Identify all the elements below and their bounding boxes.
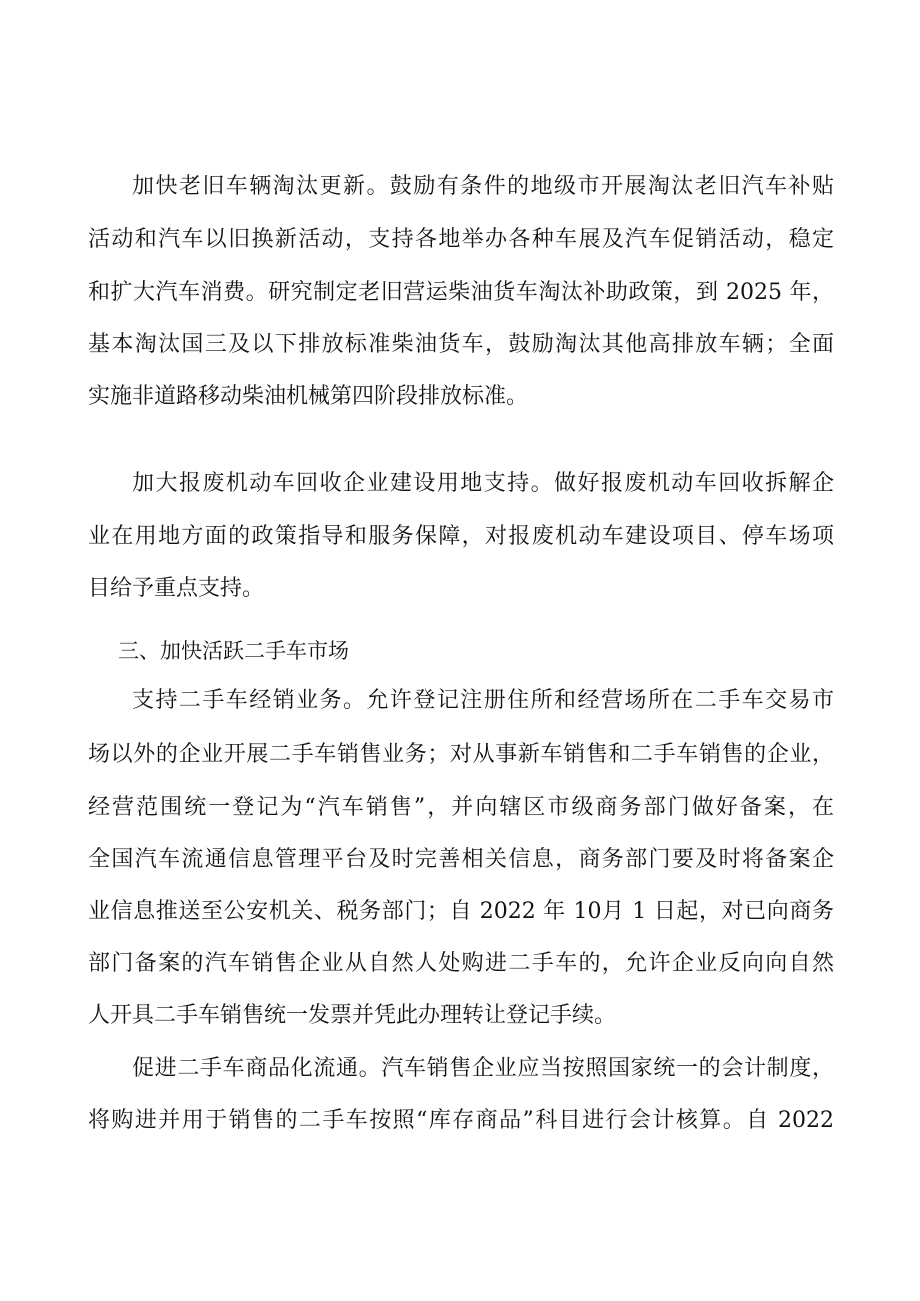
text-line: 场以外的企业开展二手车销售业务；对从事新车销售和二手车销售的企业， bbox=[88, 742, 834, 767]
text-line: 促进二手车商品化流通。汽车销售企业应当按照国家统一的会计制度， bbox=[132, 1056, 834, 1081]
text-line: 部门备案的汽车销售企业从自然人处购进二手车的，允许企业反向向自然 bbox=[88, 951, 834, 976]
text-line: 和扩大汽车消费。研究制定老旧营运柴油货车淘汰补助政策，到 2025 年， bbox=[88, 280, 834, 305]
text-line: 支持二手车经销业务。允许登记注册住所和经营场所在二手车交易市 bbox=[132, 688, 834, 713]
text-line: 业信息推送至公安机关、税务部门；自 2022 年 10月 1 日起，对已向商务 bbox=[88, 899, 834, 924]
text-line: 人开具二手车销售统一发票并凭此办理转让登记手续。 bbox=[88, 1003, 617, 1028]
text-line: 将购进并用于销售的二手车按照“库存商品”科目进行会计核算。自 2022 bbox=[88, 1108, 834, 1133]
text-line: 经营范围统一登记为“汽车销售”，并向辖区市级商务部门做好备案，在 bbox=[88, 795, 834, 820]
text-line: 全国汽车流通信息管理平台及时完善相关信息，商务部门要及时将备案企 bbox=[88, 847, 834, 872]
text-line: 目给予重点支持。 bbox=[88, 576, 265, 601]
text-line: 加大报废机动车回收企业建设用地支持。做好报废机动车回收拆解企 bbox=[132, 471, 834, 496]
text-line: 基本淘汰国三及以下排放标准柴油货车，鼓励淘汰其他高排放车辆；全面 bbox=[88, 332, 834, 357]
text-line: 业在用地方面的政策指导和服务保障，对报废机动车建设项目、停车场项 bbox=[88, 524, 834, 549]
text-line: 活动和汽车以旧换新活动，支持各地举办各种车展及汽车促销活动，稳定 bbox=[88, 227, 834, 252]
text-line: 实施非道路移动柴油机械第四阶段排放标准。 bbox=[88, 384, 529, 409]
text-line: 加快老旧车辆淘汰更新。鼓励有条件的地级市开展淘汰老旧汽车补贴 bbox=[132, 174, 834, 199]
section-heading: 三、加快活跃二手车市场 bbox=[118, 639, 349, 663]
